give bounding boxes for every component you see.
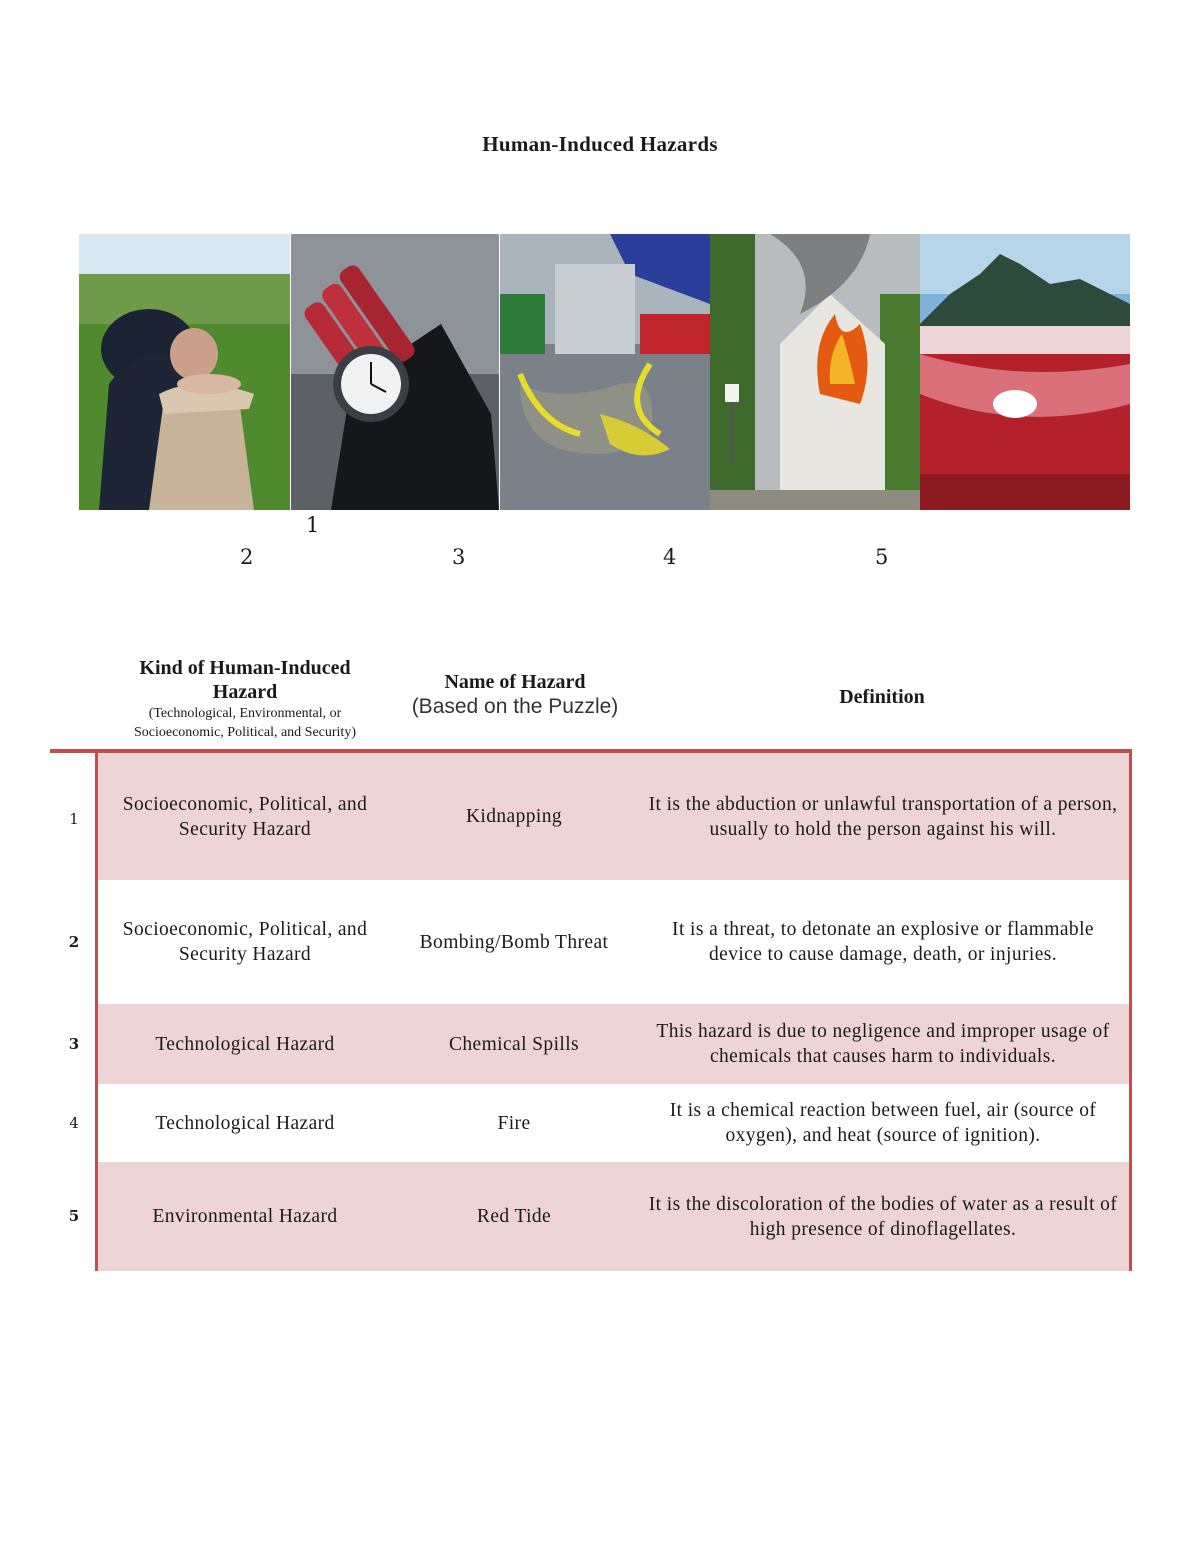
cell-name: Chemical Spills (448, 1033, 580, 1055)
header-definition (650, 685, 1114, 709)
cell-kind: Socioeconomic, Political, and Security Hazard (122, 793, 368, 840)
table-row (98, 753, 1129, 880)
row-number: 2 (68, 933, 80, 951)
photo-number-3: 3 (452, 545, 466, 569)
row-number: 4 (69, 1114, 79, 1132)
table-row (98, 880, 1129, 1004)
row-number: 1 (69, 810, 79, 828)
photo-number-2: 2 (240, 545, 254, 569)
red-tide-photo (920, 234, 1130, 510)
bomb-photo (291, 234, 499, 510)
table-row (98, 1004, 1129, 1084)
photo-number-5: 5 (875, 545, 889, 569)
header-definition-title: Definition (839, 686, 925, 708)
cell-name: Fire (497, 1112, 531, 1134)
cell-definition: It is the discoloration of the bodies of water as a result of high presence of dinoflagellates. (648, 1193, 1118, 1240)
header-kind (110, 656, 380, 742)
cell-kind: Socioeconomic, Political, and Security Hazard (122, 919, 368, 965)
table-row (98, 1162, 1129, 1271)
chemical-spill-photo (500, 234, 710, 510)
header-kind-subtitle: (Technological, Environmental, or Socioeconomic, Political, and Security) (133, 706, 356, 740)
photo-number-1: 1 (306, 513, 320, 537)
photo-number-4: 4 (663, 545, 677, 569)
table-left-border (95, 753, 98, 1271)
cell-definition: It is a threat, to detonate an explosive or flammable device to cause damage, death, or injuries. (672, 919, 1094, 965)
header-name (395, 670, 635, 720)
cell-definition: It is the abduction or unlawful transportation of a person, usually to hold the person against his will. (648, 793, 1118, 840)
page-title: Human-Induced Hazards (482, 132, 718, 156)
cell-kind: Technological Hazard (155, 1033, 335, 1055)
cell-name: Bombing/Bomb Threat (419, 931, 609, 953)
cell-name: Kidnapping (465, 806, 563, 827)
table-row (98, 1084, 1129, 1162)
cell-name: Red Tide (476, 1206, 552, 1227)
header-kind-title: Kind of Human-Induced Hazard (139, 657, 351, 703)
cell-definition: It is a chemical reaction between fuel, air (source of oxygen), and heat (source of ignition). (669, 1100, 1097, 1146)
header-name-title: Name of Hazard (444, 671, 586, 693)
kidnapping-photo (79, 234, 290, 510)
cell-kind: Technological Hazard (155, 1112, 335, 1134)
row-number: 5 (68, 1207, 80, 1225)
row-number: 3 (68, 1035, 80, 1053)
fire-photo (710, 234, 920, 510)
table-right-border (1129, 753, 1132, 1271)
header-name-subtitle: (Based on the Puzzle) (411, 695, 619, 718)
cell-definition: This hazard is due to negligence and improper usage of chemicals that causes harm to individuals. (656, 1021, 1110, 1067)
cell-kind: Environmental Hazard (152, 1206, 338, 1227)
